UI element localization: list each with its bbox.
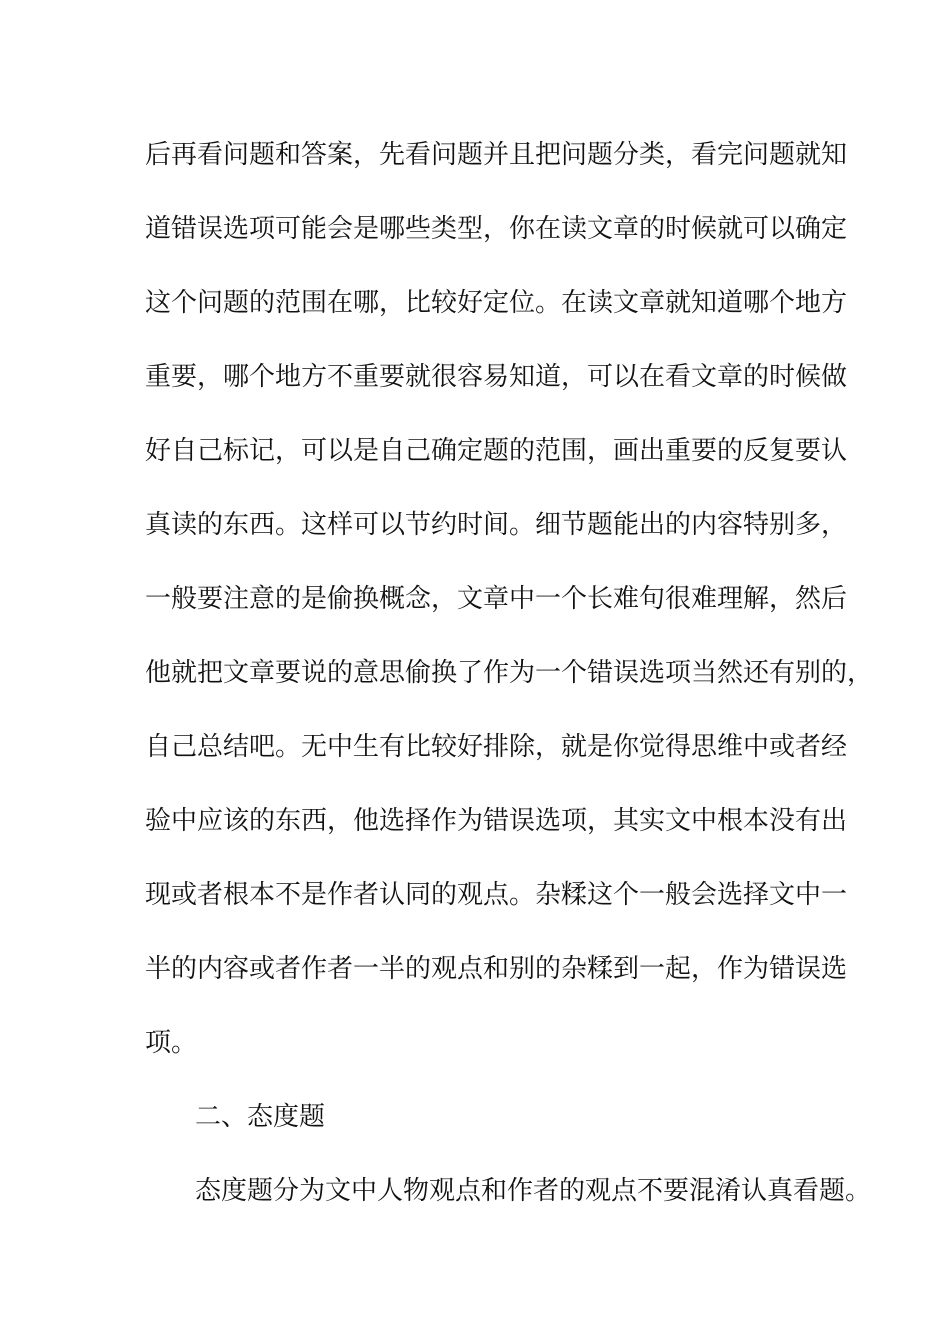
text-line: 真读的东西。这样可以节约时间。细节题能出的内容特别多， bbox=[145, 510, 848, 540]
text-line: 验中应该的东西，他选择作为错误选项，其实文中根本没有出 bbox=[145, 806, 848, 836]
section-heading: 二、态度题 bbox=[195, 1102, 326, 1132]
text-line: 半的内容或者作者一半的观点和别的杂糅到一起，作为错误选 bbox=[145, 954, 848, 984]
text-line: 道错误选项可能会是哪些类型，你在读文章的时候就可以确定 bbox=[145, 214, 848, 244]
text-line: 后再看问题和答案，先看问题并且把问题分类，看完问题就知 bbox=[145, 140, 848, 170]
text-line: 重要，哪个地方不重要就很容易知道，可以在看文章的时候做 bbox=[145, 362, 848, 392]
text-line: 他就把文章要说的意思偷换了作为一个错误选项当然还有别的， bbox=[145, 658, 874, 688]
text-line: 这个问题的范围在哪，比较好定位。在读文章就知道哪个地方 bbox=[145, 288, 848, 318]
text-line: 自己总结吧。无中生有比较好排除，就是你觉得思维中或者经 bbox=[145, 732, 848, 762]
text-line: 好自己标记，可以是自己确定题的范围，画出重要的反复要认 bbox=[145, 436, 848, 466]
section-paragraph: 态度题分为文中人物观点和作者的观点不要混淆认真看题。 bbox=[195, 1176, 872, 1206]
text-line: 现或者根本不是作者认同的观点。杂糅这个一般会选择文中一 bbox=[145, 880, 848, 910]
document-text bbox=[145, 132, 874, 1242]
text-line: 项。 bbox=[145, 1028, 198, 1058]
text-line: 一般要注意的是偷换概念，文章中一个长难句很难理解，然后 bbox=[145, 584, 848, 614]
